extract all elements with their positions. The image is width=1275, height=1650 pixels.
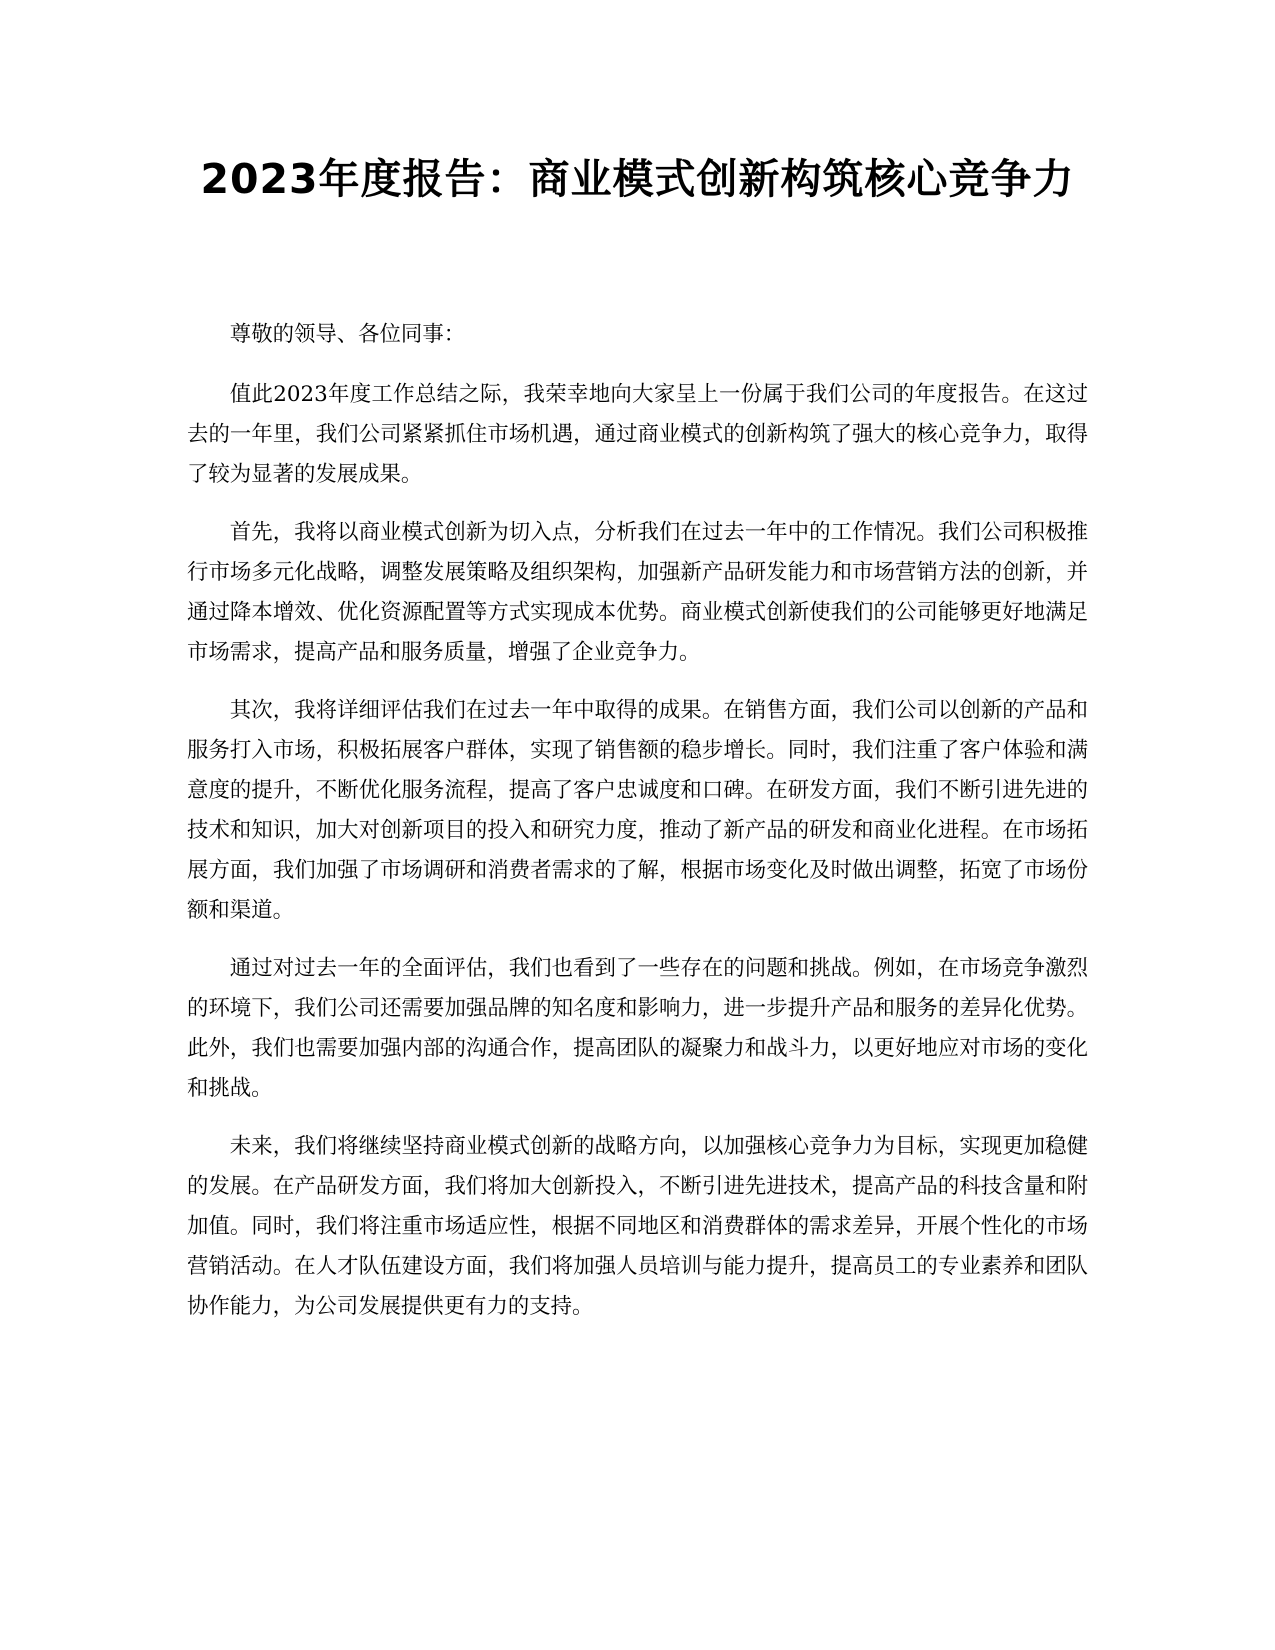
paragraph-3: 其次，我将详细评估我们在过去一年中取得的成果。在销售方面，我们公司以创新的产品和服务打入市场，积极拓展客户群体，实现了销售额的稳步增长。同时，我们注重了客户体验和满意度的提升，不断优化服务流程，提高了客户忠诚度和口碑。在研发方面，我们不断引进先进的技术和知识，加大对创新项目的投入和研究力度，推动了新产品的研发和商业化进程。在市场拓展方面，我们加强了市场调研和消费者需求的了解，根据市场变化及时做出调整，拓宽了市场份额和渠道。 xyxy=(187,698,1088,923)
paragraph-1: 值此2023年度工作总结之际，我荣幸地向大家呈上一份属于我们公司的年度报告。在这过去的一年里，我们公司紧紧抓住市场机遇，通过商业模式的创新构筑了强大的核心竞争力，取得了较为显著的发展成果。 xyxy=(187,382,1088,487)
document-title: 2023年度报告：商业模式创新构筑核心竞争力 xyxy=(200,155,1075,203)
document-body xyxy=(187,315,1088,1345)
paragraph-2: 首先，我将以商业模式创新为切入点，分析我们在过去一年中的工作情况。我们公司积极推行市场多元化战略，调整发展策略及组织架构，加强新产品研发能力和市场营销方法的创新，并通过降本增效、优化资源配置等方式实现成本优势。商业模式创新使我们的公司能够更好地满足市场需求，提高产品和服务质量，增强了企业竞争力。 xyxy=(187,520,1088,665)
paragraph-4: 通过对过去一年的全面评估，我们也看到了一些存在的问题和挑战。例如，在市场竞争激烈的环境下，我们公司还需要加强品牌的知名度和影响力，进一步提升产品和服务的差异化优势。此外，我们也需要加强内部的沟通合作，提高团队的凝聚力和战斗力，以更好地应对市场的变化和挑战。 xyxy=(187,956,1088,1101)
paragraph-5: 未来，我们将继续坚持商业模式创新的战略方向，以加强核心竞争力为目标，实现更加稳健的发展。在产品研发方面，我们将加大创新投入，不断引进先进技术，提高产品的科技含量和附加值。同时，我们将注重市场适应性，根据不同地区和消费群体的需求差异，开展个性化的市场营销活动。在人才队伍建设方面，我们将加强人员培训与能力提升，提高员工的专业素养和团队协作能力，为公司发展提供更有力的支持。 xyxy=(187,1134,1088,1319)
salutation: 尊敬的领导、各位同事： xyxy=(229,322,466,347)
